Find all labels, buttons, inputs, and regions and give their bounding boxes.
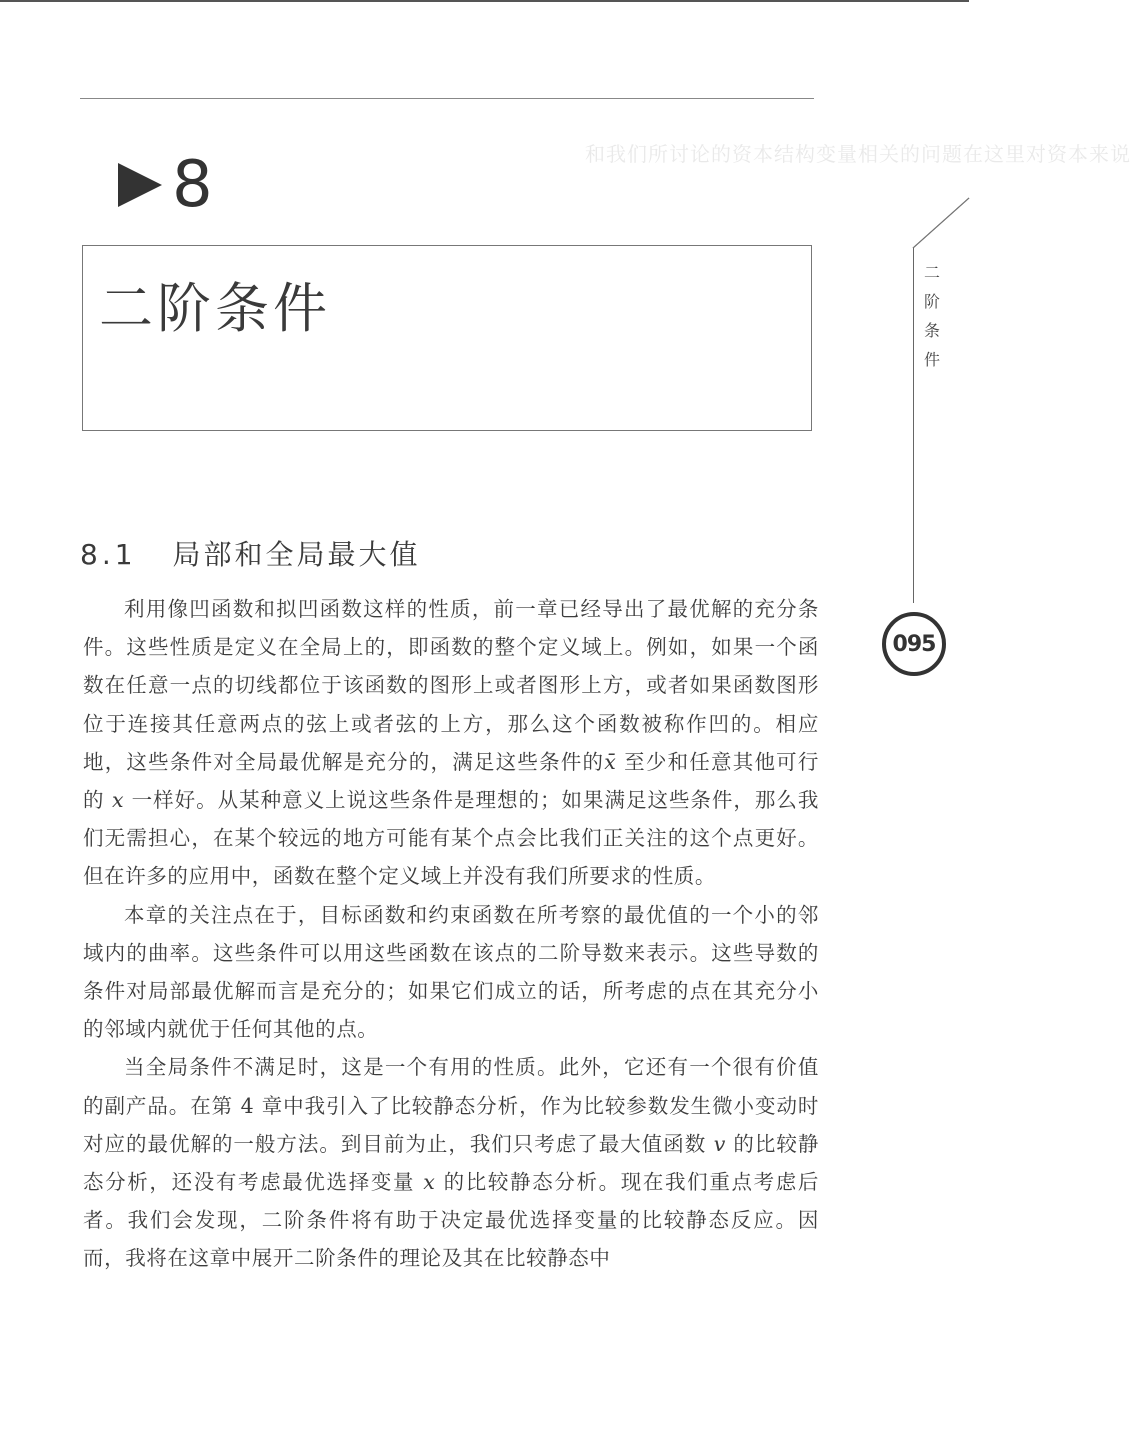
paragraph-1 <box>83 590 819 896</box>
math-v: v <box>713 1131 726 1156</box>
paragraph-1-part-2: 至少和任意其他可行的 <box>83 749 819 813</box>
paragraph-3 <box>83 1048 819 1277</box>
paragraph-2 <box>83 896 819 1049</box>
paragraph-3-part-1: 当全局条件不满足时，这是一个有用的性质。此外，它还有一个很有价值的副产品。在第 4 章中我引入了比较静态分析，作为比较参数发生微小变动时对应的最优解的一般方法。到目前为止，我们只考虑了最大值函数 <box>83 1055 819 1156</box>
chapter-title: 二阶条件 <box>99 277 331 340</box>
chapter-number <box>118 150 213 220</box>
page-number-badge: 095 <box>882 612 946 676</box>
side-tab-label: 二阶条件 <box>923 263 940 369</box>
chapter-title-box <box>82 245 812 431</box>
chapter-number-text: 8 <box>172 148 213 222</box>
paragraph-2-text: 本章的关注点在于，目标函数和约束函数在所考察的最优值的一个小的邻域内的曲率。这些条件可以用这些函数在该点的二阶导数来表示。这些导数的条件对局部最优解而言是充分的；如果它们成立的话，所考虑的点在其充分小的邻域内就优于任何其他的点。 <box>83 902 819 1042</box>
side-tab-diagonal <box>913 198 969 248</box>
paragraph-1-part-1: 利用像凹函数和拟凹函数这样的性质，前一章已经导出了最优解的充分条件。这些性质是定义在全局上的，即函数的整个定义域上。例如，如果一个函数在任意一点的切线都位于该函数的图形上或者图形上方，或者如果函数图形位于连接其任意两点的弦上或者弦的上方，那么这个函数被称作凹的。相应地，这些条件对全局最优解是充分的，满足这些条件的 <box>83 597 819 774</box>
body-text <box>83 590 819 1278</box>
paragraph-3-part-3: 的比较静态分析。现在我们重点考虑后者。我们会发现，二阶条件将有助于决定最优选择变量的比较静态反应。因而，我将在这章中展开二阶条件的理论及其在比较静态中 <box>83 1170 819 1271</box>
header-rule <box>80 98 814 99</box>
bleed-through-text: 和我们所讨论的资本结构变量相关的问题在这里对资本来说 <box>585 142 1131 166</box>
top-edge-line <box>0 0 969 2</box>
side-tab <box>913 248 969 628</box>
paragraph-1-part-3: 一样好。从某种意义上说这些条件是理想的；如果满足这些条件，那么我们无需担心，在某个较远的地方可能有某个点会比我们正关注的这个点更好。但在许多的应用中，函数在整个定义域上并没有我们所要求的性质。 <box>83 788 819 889</box>
section-number: 8.1 <box>80 538 137 571</box>
section-heading <box>80 530 421 580</box>
side-tab-line <box>913 248 914 603</box>
math-x: x <box>112 788 125 813</box>
math-x-bar: x̄ <box>604 749 617 774</box>
triangle-bullet-icon <box>118 163 162 207</box>
section-title: 局部和全局最大值 <box>172 538 421 571</box>
paragraph-3-part-2: 的比较静态分析，还没有考虑最优选择变量 <box>83 1131 819 1195</box>
math-x-2: x <box>423 1170 436 1195</box>
